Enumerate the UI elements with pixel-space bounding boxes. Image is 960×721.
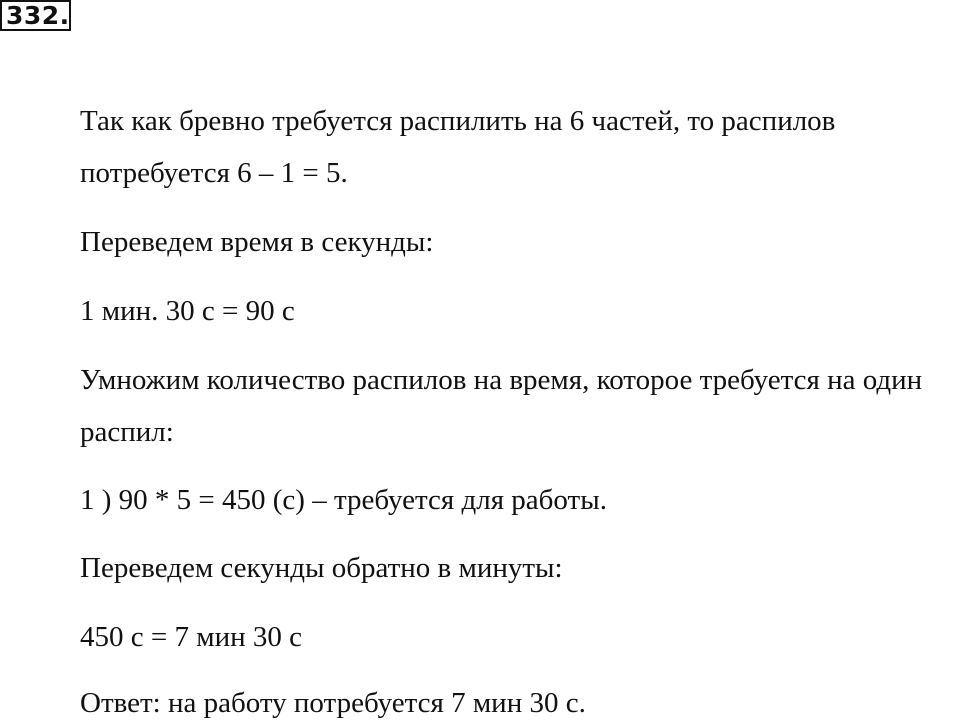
problem-number: 332. <box>0 0 71 31</box>
solution-line-9: 450 с = 7 мин 30 с <box>80 621 302 653</box>
solution-line-8: Переведем секунды обратно в минуты: <box>80 552 563 584</box>
solution-line-6: распил: <box>80 416 174 448</box>
solution-line-10: Ответ: на работу потребуется 7 мин 30 с. <box>80 687 586 719</box>
solution-line-2: потребуется 6 – 1 = 5. <box>80 157 348 189</box>
solution-line-3: Переведем время в секунды: <box>80 226 434 258</box>
solution-line-7: 1 ) 90 * 5 = 450 (с) – требуется для работы. <box>80 484 607 516</box>
solution-line-1: Так как бревно требуется распилить на 6 частей, то распилов <box>80 105 836 137</box>
solution-line-5: Умножим количество распилов на время, которое требуется на один <box>80 364 923 396</box>
solution-line-4: 1 мин. 30 с = 90 с <box>80 295 295 327</box>
